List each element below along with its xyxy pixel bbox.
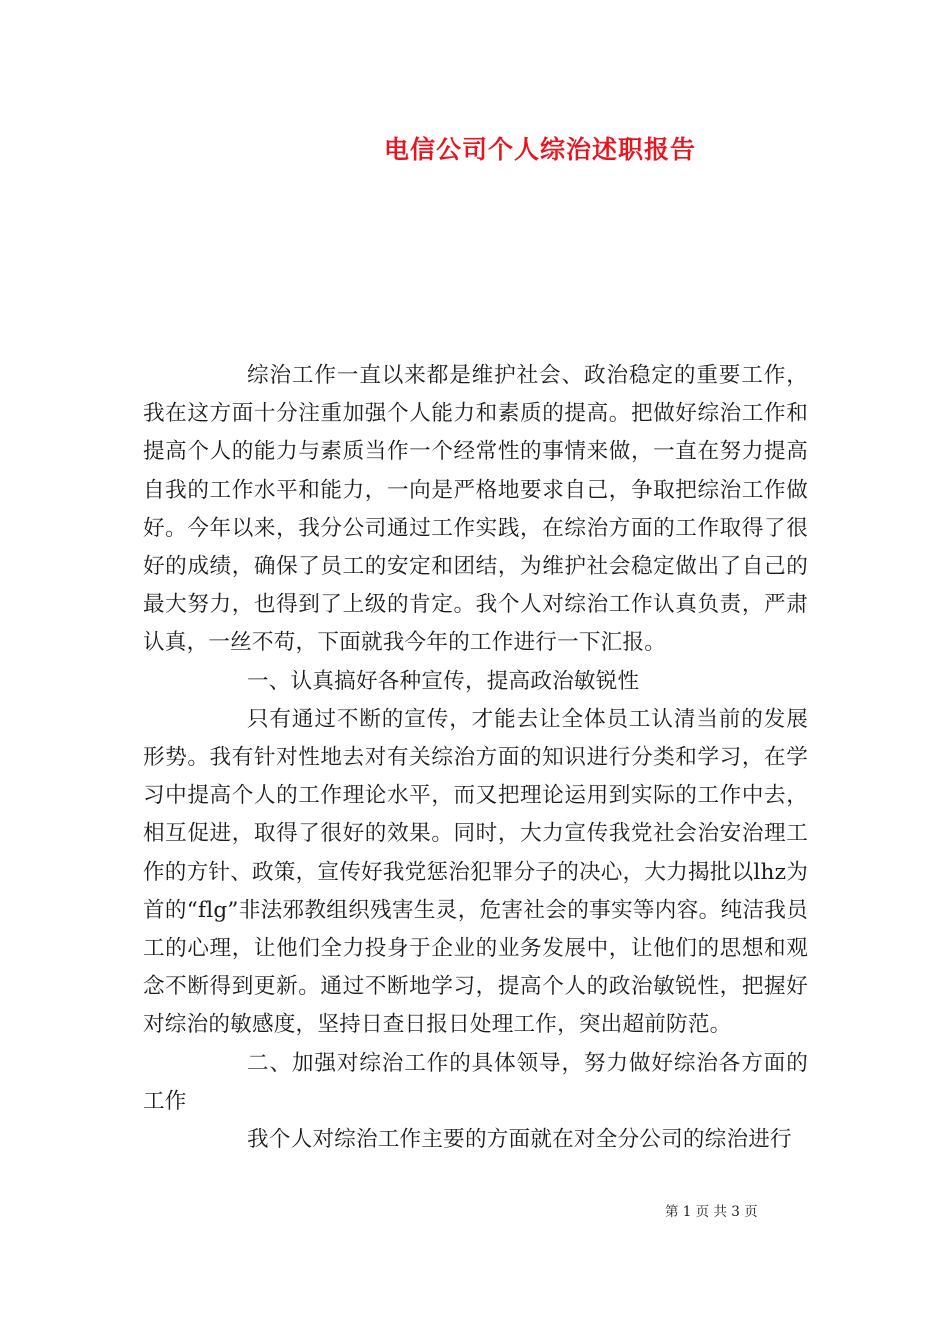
page-number-footer: 第 1 页 共 3 页 (665, 1204, 758, 1220)
document-title: 电信公司个人综治述职报告 (383, 135, 696, 164)
section-heading-2: 二、加强对综治工作的具体领导，努力做好综治各方面的工作 (143, 1050, 808, 1114)
section-heading-1: 一、认真搞好各种宣传，提高政治敏锐性 (247, 668, 640, 694)
paragraph-section-2: 我个人对综治工作主要的方面就在对全分公司的综治进行 (247, 1127, 792, 1153)
paragraph-section-1: 只有通过不断的宣传，才能去让全体员工认清当前的发展形势。我有针对性地去对有关综治方面的知识进行分类和学习，在学习中提高个人的工作理论水平，而又把理论运用到实际的工作中去，相互促进，取得了很好的效果。同时，大力宣传我党社会治安治理工作的方针、政策，宣传好我党惩治犯罪分子的决心，大力揭批以lhz为首的“flg”非法邪教组织残害生灵，危害社会的事实等内容。纯洁我员工的心理，让他们全力投身于企业的业务发展中，让他们的思想和观念不断得到更新。通过不断地学习，提高个人的政治敏锐性，把握好对综治的敏感度，坚持日查日报日处理工作，突出超前防范。 (143, 706, 808, 1038)
paragraph-intro: 综治工作一直以来都是维护社会、政治稳定的重要工作，我在这方面十分注重加强个人能力和素质的提高。把做好综治工作和提高个人的能力与素质当作一个经常性的事情来做，一直在努力提高自我的工作水平和能力，一向是严格地要求自己，争取把综治工作做好。今年以来，我分公司通过工作实践，在综治方面的工作取得了很好的成绩，确保了员工的安定和团结，为维护社会稳定做出了自己的最大努力，也得到了上级的肯定。我个人对综治工作认真负责，严肃认真，一丝不苟，下面就我今年的工作进行一下汇报。 (143, 363, 808, 656)
document-body (143, 357, 808, 1159)
